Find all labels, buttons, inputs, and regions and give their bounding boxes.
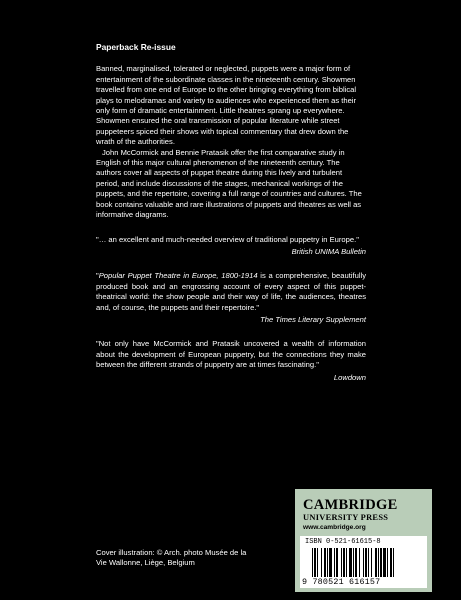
isbn-label: ISBN 0-521-61615-8 xyxy=(305,538,381,546)
publisher-panel xyxy=(295,489,432,592)
publisher-name: CAMBRIDGE xyxy=(303,497,398,513)
barcode-icon xyxy=(312,548,420,577)
barcode-digits: 9 780521 616157 xyxy=(302,577,381,587)
blurb xyxy=(96,64,366,220)
reissue-heading: Paperback Re-issue xyxy=(96,42,176,52)
blurb-paragraph-2: John McCormick and Bennie Pratasik offer the first comparative study in English of this major cultural phenomenon of the nineteenth century. The authors cover all aspects of puppet theatre during this lively and turbulent period, and include discussions of the stages, mechanical workings of the puppets, and the repertoire, covering a full range of countries and cultures. The book contains valuable and rare illustrations of puppets and theatres as well as informative diagrams. xyxy=(96,147,362,220)
quote-open-mark: " xyxy=(96,271,99,281)
book-title: Popular Puppet Theatre in Europe, 1800-1914 xyxy=(98,271,258,281)
quote-text: is a comprehensive, beautifully produced book and an engrossing account of every aspect of this puppet-theatrical world: the show people and their way of life, the audiences, theatres and, of course, the puppets and their repertoire." xyxy=(96,271,366,312)
review-quote: "Not only have McCormick and Pratasik uncovered a wealth of information about the development of European puppetry, but the connections they make between the different strands of puppetry are at times fascinating." xyxy=(96,339,366,370)
review-source: British UNIMA Bulletin xyxy=(291,246,366,256)
blurb-paragraph-1: Banned, marginalised, tolerated or neglected, puppets were a major form of entertainment of the subordinate classes in the nineteenth century. Showmen travelled from one end of Europe to the other bringing everything from biblical plays to melodramas and variety to audiences who experienced them as their only form of dramatic entertainment. Little theatres sprang up everywhere. Showmen ensured the oral transmission of popular literature while street puppeteers spiced their shows with topical commentary that drew down the wrath of the authorities. xyxy=(96,64,357,147)
review-quote: "… an excellent and much-needed overview of traditional puppetry in Europe." xyxy=(96,234,359,244)
review-source: Lowdown xyxy=(333,372,366,382)
review-source: The Times Literary Supplement xyxy=(260,314,366,324)
review-quote xyxy=(96,271,366,313)
publisher-website: www.cambridge.org xyxy=(303,524,366,531)
publisher-subname: UNIVERSITY PRESS xyxy=(303,513,389,522)
cover-credit: Cover illustration: © Arch. photo Musée de la Vie Wallonne, Liège, Belgium xyxy=(96,548,247,568)
review-1 xyxy=(96,235,366,258)
review-2 xyxy=(96,271,366,325)
cover-text xyxy=(96,42,366,383)
barcode-box xyxy=(300,536,427,588)
review-3 xyxy=(96,339,366,383)
